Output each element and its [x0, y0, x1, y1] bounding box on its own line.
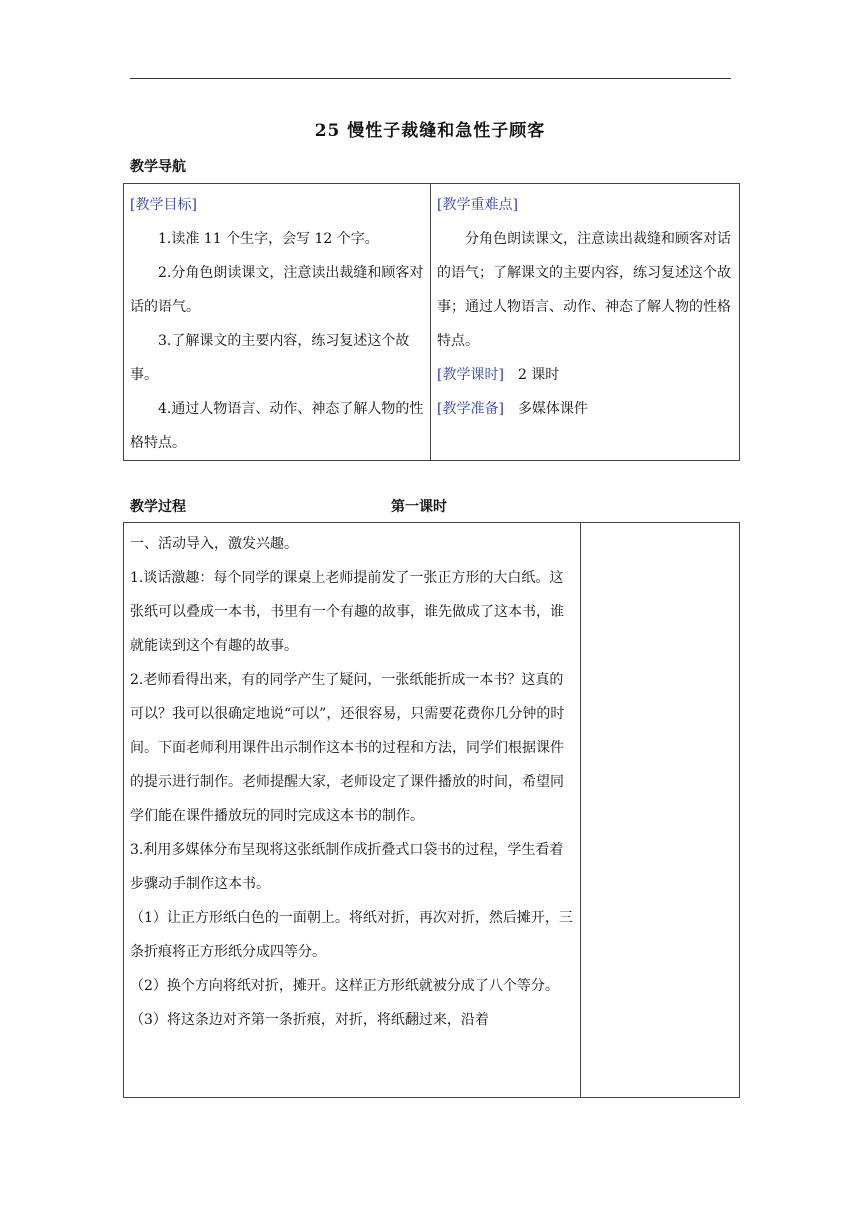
nav-heading: 教学导航 [130, 159, 186, 175]
process-paragraph: 1.谈话激趣：每个同学的课桌上老师提前发了一张正方形的大白纸。这张纸可以叠成一本书，书里有一个有趣的故事，谁先做成了这本书，谁就能读到这个有趣的故事。 [130, 570, 564, 654]
objective-item: 1.读准 11 个生字，会写 12 个字。 [158, 231, 379, 247]
prep-row [437, 392, 733, 426]
process-content-cell [124, 523, 581, 1098]
process-heading: 教学过程 [130, 499, 186, 515]
objectives-cell [124, 184, 431, 461]
process-paragraph: （3）将这条边对齐第一条折痕，对折，将纸翻过来，沿着 [130, 1012, 489, 1028]
process-paragraph: （2）换个方向将纸对折，摊开。这样正方形纸就被分成了八个等分。 [130, 978, 559, 994]
keypoints-label: [教学重难点] [437, 197, 518, 213]
page-title: 25 慢性子裁缝和急性子顾客 [314, 121, 546, 141]
objective-item: 3.了解课文的主要内容，练习复述这个故事。 [130, 333, 410, 383]
keypoints-text: 分角色朗读课文，注意读出裁缝和顾客对话的语气；了解课文的主要内容，练习复述这个故事；通过人物语言、动作、神态了解人物的性格特点。 [437, 231, 731, 349]
guide-table [123, 183, 740, 461]
hours-label: [教学课时] [437, 367, 504, 383]
objectives-label: [教学目标] [130, 197, 197, 213]
process-paragraph: 3.利用多媒体分布呈现将这张纸制作成折叠式口袋书的过程，学生看着步骤动手制作这本书。 [130, 842, 564, 892]
prep-label: [教学准备] [437, 401, 504, 417]
hours-row [437, 358, 733, 392]
process-table [123, 522, 740, 1098]
process-paragraph: （1）让正方形纸白色的一面朝上。将纸对折，再次对折，然后摊开，三条折痕将正方形纸分成四等分。 [130, 910, 573, 960]
hours-value: 2 课时 [517, 367, 560, 383]
objective-item: 2.分角色朗读课文，注意读出裁缝和顾客对话的语气。 [130, 265, 424, 315]
objective-item: 4.通过人物语言、动作、神态了解人物的性格特点。 [130, 401, 424, 451]
lesson-heading: 第一课时 [391, 499, 447, 515]
keypoints-cell [431, 184, 740, 461]
process-paragraph: 2.老师看得出来，有的同学产生了疑问，一张纸能折成一本书？这真的可以？我可以很确定地说“可以”，还很容易，只需要花费你几分钟的时间。下面老师利用课件出示制作这本书的过程和方法，同学们根据课件的提示进行制作。老师提醒大家，老师设定了课件播放的时间，希望同学们能在课件播放玩的同时完成这本书的制作。 [130, 672, 565, 824]
process-paragraph: 一、活动导入，激发兴趣。 [130, 536, 298, 552]
header-rule [130, 78, 731, 79]
notes-cell [581, 523, 740, 1098]
prep-value: 多媒体课件 [517, 401, 588, 417]
